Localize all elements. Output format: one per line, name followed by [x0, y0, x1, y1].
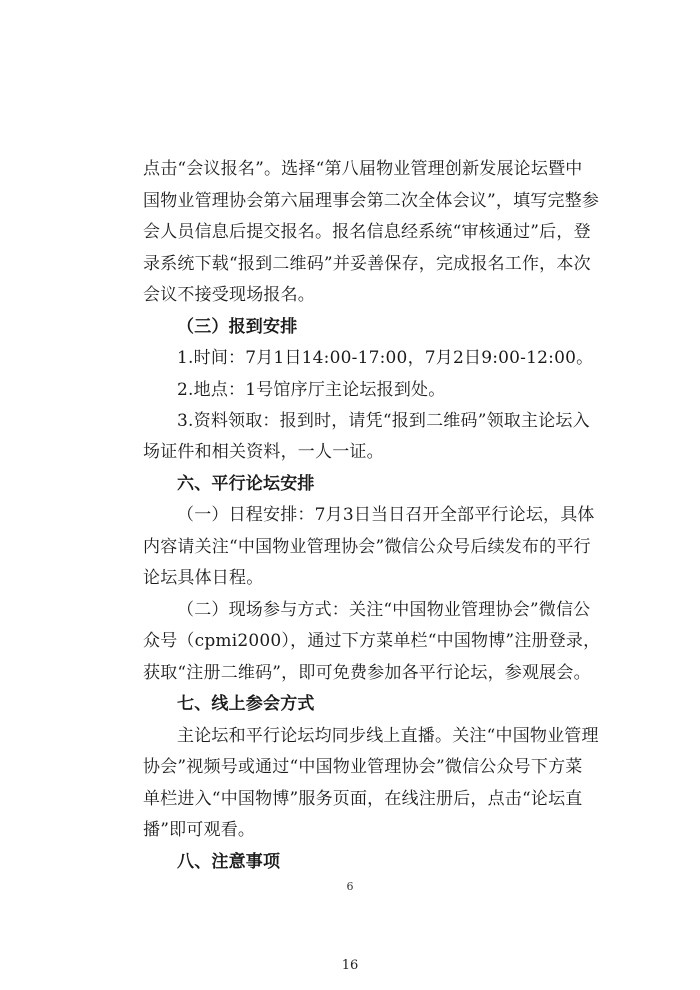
- paragraph-line: 点击“会议报名”。选择“第八届物业管理创新发展论坛暨中: [143, 159, 583, 179]
- section-heading: 八、注意事项: [177, 852, 281, 872]
- paragraph-line: （一）日程安排：7月3日当日召开全部平行论坛，具体: [177, 505, 595, 525]
- paragraph-line: 众号（cpmi2000），通过下方菜单栏“中国物博”注册登录，: [143, 631, 601, 651]
- list-item: 3.资料领取：报到时，请凭“报到二维码”领取主论坛入: [177, 411, 590, 431]
- paragraph-line: 会议不接受现场报名。: [143, 285, 315, 305]
- paragraph-line: 单栏进入“中国物博”服务页面，在线注册后，点击“论坛直: [143, 789, 583, 809]
- paragraph-line: 协会”视频号或通过“中国物业管理协会”微信公众号下方菜: [143, 757, 583, 777]
- paragraph-line: 论坛具体日程。: [143, 568, 264, 588]
- paragraph-line: 场证件和相关资料，一人一证。: [143, 442, 384, 462]
- outer-page-number: 16: [341, 958, 359, 973]
- paragraph-line: 会人员信息后提交报名。报名信息经系统“审核通过”后，登: [143, 222, 591, 242]
- paragraph-line: 主论坛和平行论坛均同步线上直播。关注“中国物业管理: [177, 726, 599, 746]
- section-subheading: （三）报到安排: [177, 317, 298, 337]
- list-item: 1.时间：7月1日14:00-17:00，7月2日9:00-12:00。: [177, 348, 594, 368]
- inner-page-number: 6: [346, 880, 354, 893]
- paragraph-line: 获取“注册二维码”，即可免费参加各平行论坛，参观展会。: [143, 663, 591, 683]
- paragraph-line: 录系统下载“报到二维码”并妥善保存，完成报名工作，本次: [143, 254, 591, 274]
- list-item: 2.地点：1号馆序厅主论坛报到处。: [177, 380, 446, 400]
- paragraph-line: 内容请关注“中国物业管理协会”微信公众号后续发布的平行: [143, 537, 591, 557]
- paragraph-line: （二）现场参与方式：关注“中国物业管理协会”微信公: [177, 600, 591, 620]
- paragraph-line: 播”即可观看。: [143, 820, 256, 840]
- section-heading: 六、平行论坛安排: [177, 474, 315, 494]
- paragraph-line: 国物业管理协会第六届理事会第二次全体会议”，填写完整参: [143, 191, 600, 211]
- section-heading: 七、线上参会方式: [177, 694, 315, 714]
